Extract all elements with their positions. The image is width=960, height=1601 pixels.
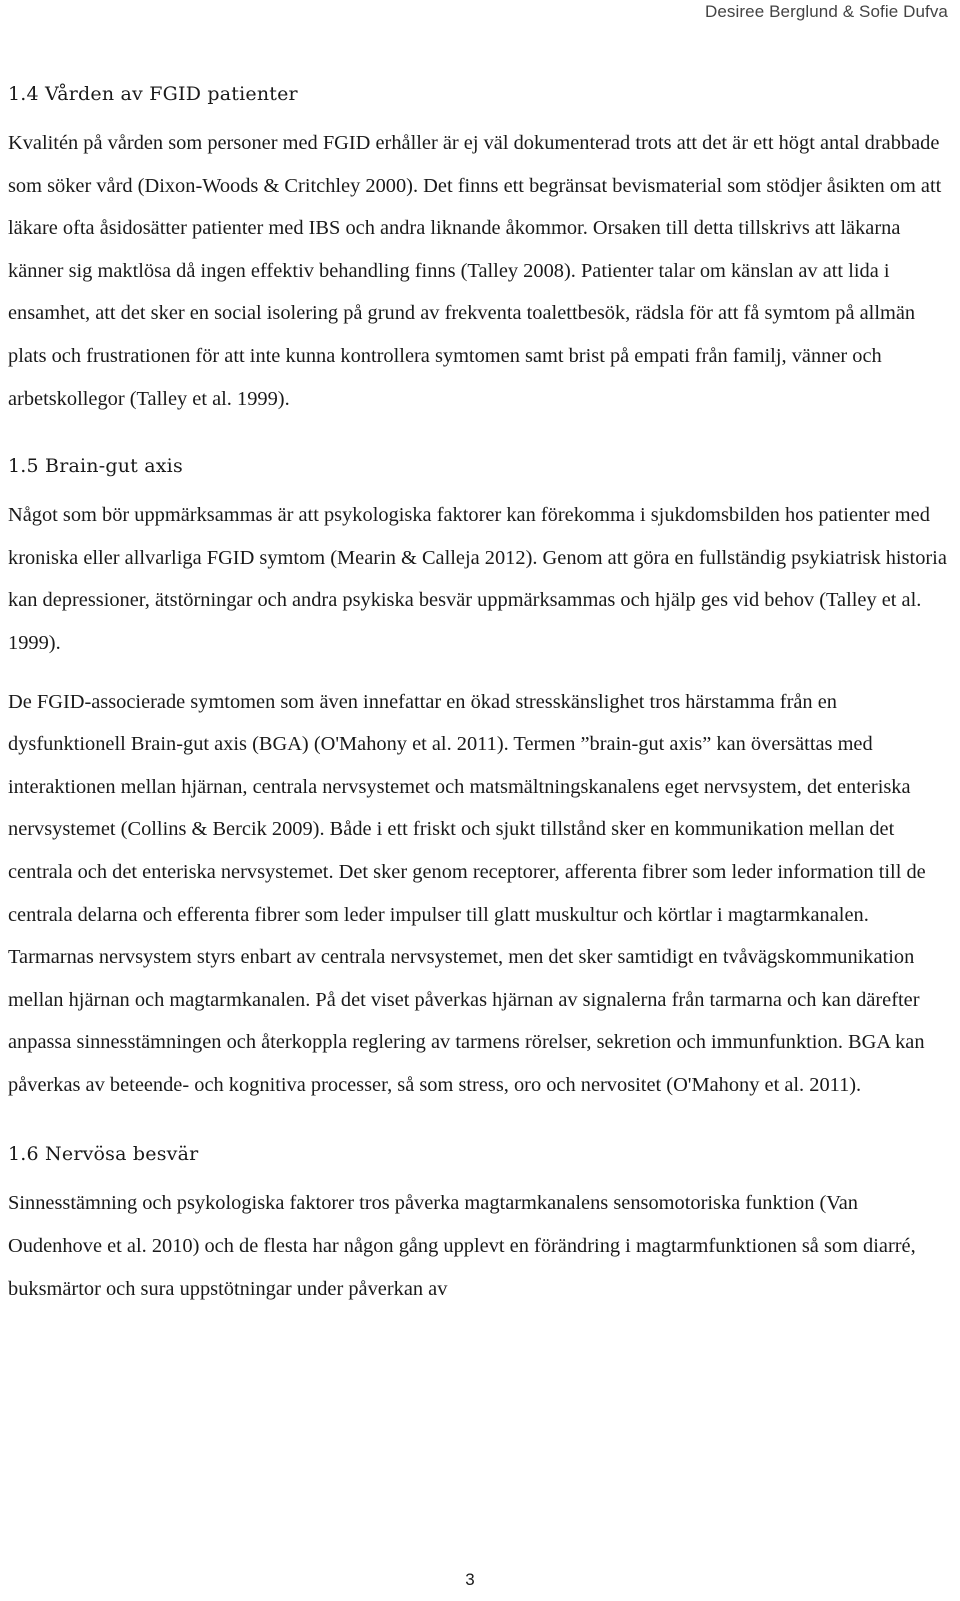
paragraph: Kvalitén på vården som personer med FGID erhåller är ej väl dokumenterad trots att det är ett högt antal drabbade som söker vård (Dixon-Woods & Critchley 2000). Det finns ett begränsat bevismaterial som stödjer åsikten om att läkare ofta åsidosätter patienter med IBS och andra liknande åkommor. Orsaken till detta tillskrivs att läkarna känner sig maktlösa då ingen effektiv behandling finns (Talley 2008). Patienter talar om känslan av att lida i ensamhet, att det sker en social isolering på grund av frekventa toalettbesök, rädsla för att få symtom på allmän plats och frustrationen för att inte kunna kontrollera symtomen samt brist på empati från familj, vänner och arbetskollegor (Talley et al. 1999).	[8, 132, 942, 410]
paragraph: De FGID-associerade symtomen som även innefattar en ökad stresskänslighet tros härstamma från en dysfunktionell Brain-gut axis (BGA) (O'Mahony et al. 2011). Termen ”brain-gut axis” kan översättas med interaktionen mellan hjärnan, centrala nervsystemet och matsmältningskanalens eget nervsystem, det enteriska nervsystemet (Collins & Bercik 2009). Både i ett friskt och sjukt tillstånd sker en kommunikation mellan det centrala och det enteriska nervsystemet. Det sker genom receptorer, afferenta fibrer som leder information till de centrala delarna och efferenta fibrer som leder impulser till glatt muskultur och körtlar i magtarmkanalen. Tarmarnas nervsystem styrs enbart av centrala nervsystemet, men det sker samtidigt en tvåvägskommunikation mellan hjärnan och magtarmkanalen. På det viset påverkas hjärnan av signalerna från tarmarna och kan därefter anpassa sinnesstämningen och återkoppla reglering av tarmens rörelser, sekretion och immunfunktion. BGA kan påverkas av beteende- och kognitiva processer, så som stress, oro och nervositet (O'Mahony et al. 2011).	[8, 690, 926, 1096]
section-care-of-fgid-patients	[8, 80, 948, 420]
paragraph: Något som bör uppmärksammas är att psykologiska faktorer kan förekomma i sjukdomsbilden hos patienter med kroniska eller allvarliga FGID symtom (Mearin & Calleja 2012). Genom att göra en fullständig psykiatrisk historia kan depressioner, ätstörningar och andra psykiska besvär uppmärksammas och hjälp ges vid behov (Talley et al. 1999).	[8, 504, 947, 654]
section-brain-gut-axis	[8, 452, 948, 1106]
section-nervous-complaints	[8, 1140, 948, 1310]
running-header: Desiree Berglund & Sofie Dufva	[704, 2, 948, 21]
page-number: 3	[465, 1570, 475, 1589]
paragraph: Sinnesstämning och psykologiska faktorer tros påverka magtarmkanalens sensomotoriska funktion (Van Oudenhove et al. 2010) och de flesta har någon gång upplevt en förändring i magtarmfunktionen så som diarré, buksmärtor och sura uppstötningar under påverkan av	[8, 1192, 916, 1300]
section-heading: 1.6 Nervösa besvär	[8, 1143, 199, 1166]
document-body	[8, 80, 948, 1310]
section-heading: 1.4 Vården av FGID patienter	[8, 83, 298, 105]
section-heading: 1.5 Brain-gut axis	[8, 455, 183, 478]
